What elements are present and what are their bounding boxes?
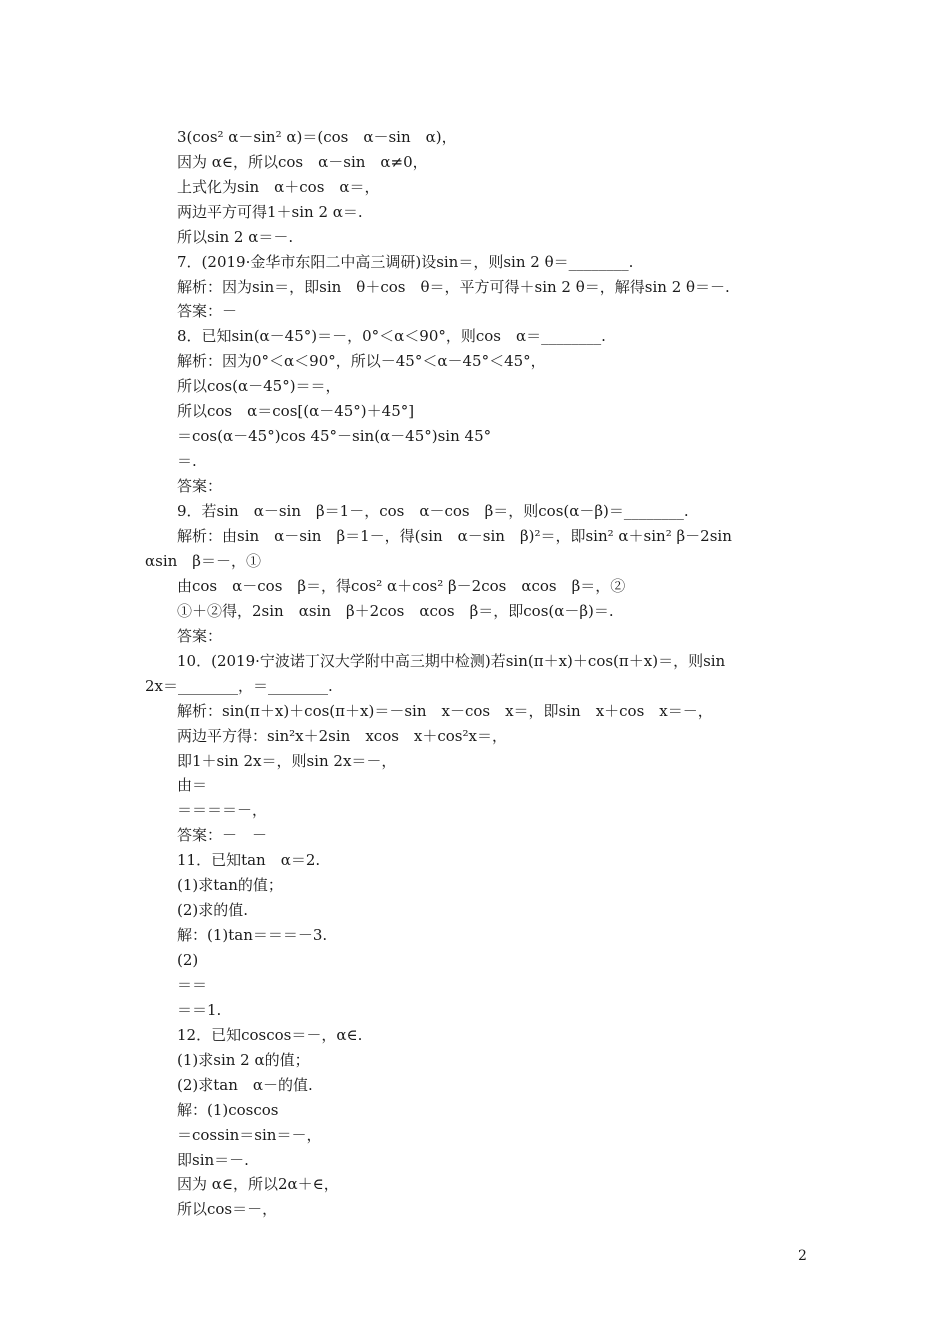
text-line: 因为 α∈，所以cos α－sin α≠0， (177, 153, 428, 171)
text-line: 所以cos α＝cos[(α－45°)＋45°] (177, 402, 415, 420)
text-line: 由cos α－cos β＝，得cos² α＋cos² β－2cos αcos β＝，② (177, 577, 626, 595)
text-line: 两边平方可得1＋sin 2 α＝. (177, 203, 363, 221)
text-line: 所以sin 2 α＝－. (177, 228, 294, 246)
question-11: 11．已知tan α＝2. (177, 851, 321, 869)
text-line: ＝. (177, 452, 197, 470)
text-line: (2)求的值. (177, 901, 249, 919)
text-line: 上式化为sin α＋cos α＝， (177, 178, 380, 196)
text-line: ①＋②得，2sin αsin β＋2cos αcos β＝，即cos(α－β)＝. (177, 602, 614, 620)
text-line: 由＝ (177, 776, 208, 794)
question-7: 7．(2019·金华市东阳二中高三调研)设sin＝，则sin 2 θ＝________. (177, 253, 634, 271)
text-line: (2) (177, 951, 199, 969)
text-line: 所以cos＝－， (177, 1200, 278, 1218)
text-line: (1)求sin 2 α的值； (177, 1051, 310, 1069)
text-line: ＝＝＝＝－， (177, 801, 268, 819)
text-line: 解：(1)coscos (177, 1101, 279, 1119)
text-line: 解析：sin(π＋x)＋cos(π＋x)＝－sin x－cos x＝，即sin x＋cos x＝－， (177, 702, 713, 720)
text-line: ＝cossin＝sin＝－， (177, 1126, 322, 1144)
text-line: 即sin＝－. (177, 1151, 249, 1169)
text-line: 所以cos(α－45°)＝＝， (177, 377, 341, 395)
text-line: ＝cos(α－45°)cos 45°－sin(α－45°)sin 45° (177, 427, 492, 445)
answer-7: 答案：－ (177, 302, 238, 320)
question-12: 12．已知coscos＝－，α∈. (177, 1026, 363, 1044)
page-number: 2 (798, 1248, 807, 1264)
question-8: 8．已知sin(α－45°)＝－，0°＜α＜90°，则cos α＝________. (177, 327, 606, 345)
text-line: 解析：因为0°＜α＜90°，所以－45°＜α－45°＜45°， (177, 352, 546, 370)
text-line: (2)求tan α－的值. (177, 1076, 313, 1094)
answer-9: 答案： (177, 627, 223, 645)
answer-8: 答案： (177, 477, 223, 495)
text-line: 即1＋sin 2x＝，则sin 2x＝－， (177, 752, 397, 770)
text-line: 两边平方得：sin²x＋2sin xcos x＋cos²x＝， (177, 727, 507, 745)
text-line: αsin β＝－，① (145, 552, 261, 570)
text-line: ＝＝ (177, 976, 208, 994)
text-line: 因为 α∈，所以2α＋∈， (177, 1175, 339, 1193)
question-10: 10．(2019·宁波诺丁汉大学附中高三期中检测)若sin(π＋x)＋cos(π＋x)＝，则sin (177, 652, 726, 670)
text-line: ＝＝1. (177, 1001, 222, 1019)
text-line: 解：(1)tan＝＝＝－3. (177, 926, 328, 944)
text-line: (1)求tan的值； (177, 876, 283, 894)
question-9: 9．若sin α－sin β＝1－，cos α－cos β＝，则cos(α－β)＝________. (177, 502, 689, 520)
text-line: 解析：因为sin＝，即sin θ＋cos θ＝，平方可得＋sin 2 θ＝，解得sin 2 θ＝－. (177, 278, 730, 296)
text-line: 3(cos² α－sin² α)＝(cos α－sin α)， (177, 128, 457, 146)
text-line: 2x＝________，＝________. (145, 677, 333, 695)
answer-10: 答案：－ － (177, 826, 268, 844)
text-line: 解析：由sin α－sin β＝1－，得(sin α－sin β)²＝，即sin² α＋sin² β－2sin (177, 527, 732, 545)
